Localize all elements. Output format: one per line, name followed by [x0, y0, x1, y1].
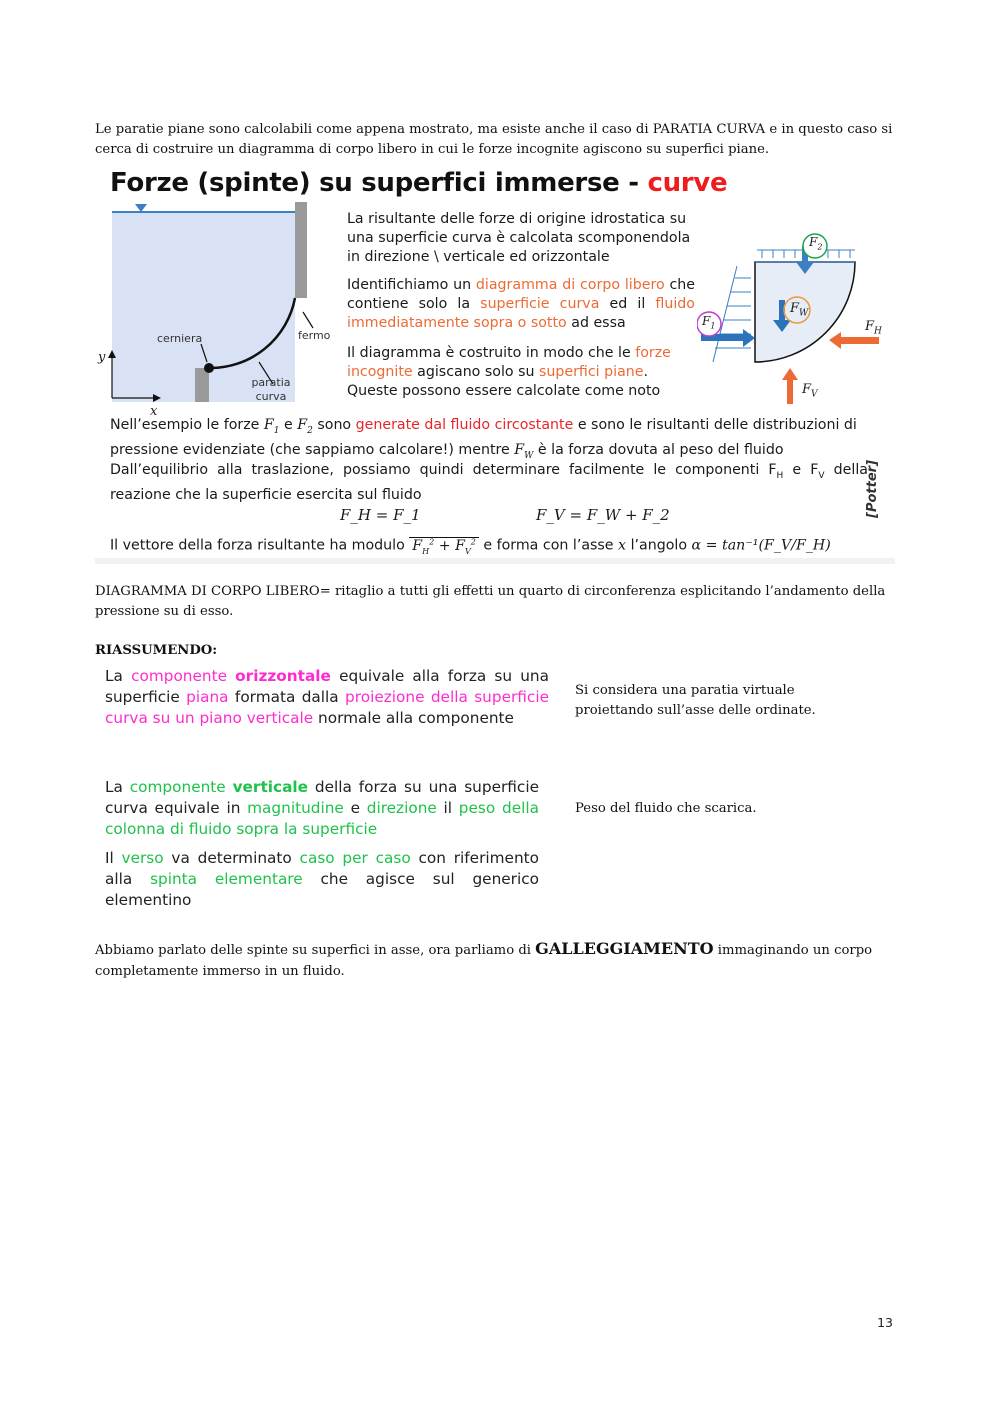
slide-title: Forze (spinte) su superfici immerse - curve [110, 168, 728, 198]
force-F1-label: $F_1$ [702, 314, 716, 331]
force-FW-label: $F_W$ [790, 301, 809, 319]
force-FV-label: $F_V$ [802, 382, 818, 400]
resultant-modulus: $F_H^2 + F_V^2$ [409, 537, 479, 554]
slide-paragraph-3: Il diagramma è costruito in modo che le forze incognite agiscano solo su superfici piane. Queste possono essere calcolate come noto [347, 345, 671, 399]
axis-y-label: y [98, 350, 106, 365]
label-cerniera: cerniera [157, 332, 203, 345]
force-FH-label: $F_H$ [865, 319, 882, 337]
page-number: 13 [877, 1315, 893, 1330]
summary-direction-box: Il verso va determinato caso per caso con riferimento alla spinta elementare che agisce sul generico elementino [105, 849, 539, 910]
summary-note-2: Peso del fluido che scarica. [575, 801, 757, 816]
slide-figure [95, 166, 895, 564]
equation-FH: F_H = F_1 [340, 506, 421, 524]
summary-heading: RIASSUMENDO: [95, 643, 218, 658]
slide-paragraph-1: La risultante delle forze di origine idrostatica su una superficie curva è calcolata scomponendola in direzione \ verticale ed orizzontale [347, 211, 691, 265]
summary-note-1: Si considera una paratia virtuale proiettando sull’asse delle ordinate. [575, 683, 816, 718]
slide-paragraph-2: Identifichiamo un diagramma di corpo libero che contiene solo la superficie curva ed il fluido immediatamente sopra o sotto ad essa [347, 277, 695, 331]
summary-vertical-box: La componente verticale della forza su una superficie curva equivale in magnitudine e direzione il peso della colonna di fluido sopra la superficie [105, 778, 539, 839]
diagram-note-paragraph: DIAGRAMMA DI CORPO LIBERO= ritaglio a tutti gli effetti un quarto di circonferenza esplicitando l’andamento della pressione su di esso. [95, 584, 886, 619]
slide-paragraph-6: Il vettore della forza risultante ha modulo $F_H^2 + F_V^2$ e forma con l’asse x l’angolo α = tan⁻¹(F_V/F_H) [110, 537, 831, 556]
equation-FV: F_V = F_W + F_2 [536, 506, 670, 524]
slide-paragraph-4: Nell’esempio le forze $F_1$ e $F_2$ sono generate dal fluido circostante e sono le risultanti delle distribuzioni di pressione evidenziate (che sappiamo calcolare!) mentre $F_W$ è la forza dovuta al peso del fluido [110, 417, 857, 461]
label-paratia-curva: paratia curva [251, 376, 291, 403]
summary-horizontal-box: La componente orizzontale equivale alla forza su una superficie piana formata dalla proiezione della superficie curva su un piano verticale normale alla componente [105, 667, 549, 728]
curved-gate-illustration [95, 198, 335, 428]
axis-x-label: x [150, 404, 158, 419]
force-F2-label: $F_2$ [809, 235, 823, 252]
intro-paragraph: Le paratie piane sono calcolabili come appena mostrato, ma esiste anche il caso di PARATIA CURVA e in questo caso si cerca di costruire un diagramma di corpo libero in cui le forze incognite agiscono su superfici piane. [95, 122, 893, 157]
slide-paragraph-5: Dall’equilibrio alla traslazione, possiamo quindi determinare facilmente le componenti $F_H$ e $F_V$ della reazione che la superficie esercita sul fluido [110, 462, 868, 503]
label-fermo: fermo [298, 329, 331, 342]
source-label: [Potter] [865, 460, 880, 518]
closing-paragraph: Abbiamo parlato delle spinte su superfici in asse, ora parliamo di GALLEGGIAMENTO immaginando un corpo completamente immerso in un fluido. [95, 939, 873, 979]
